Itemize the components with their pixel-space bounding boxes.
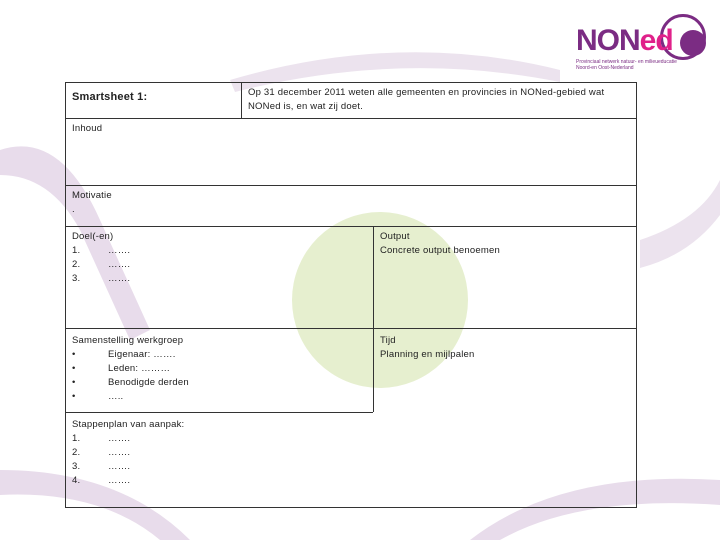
output-cell (374, 227, 636, 328)
list-item (72, 258, 367, 272)
list-number: 2. (72, 447, 81, 458)
list-item (72, 362, 367, 376)
inhoud-cell (66, 119, 636, 185)
werkgroep-cell (66, 331, 373, 412)
noned-logo (574, 10, 714, 80)
list-item (72, 390, 367, 404)
smartsheet-title: Smartsheet 1: (72, 91, 148, 103)
list-text: Eigenaar: ……. (108, 349, 176, 360)
list-number: 1. (72, 245, 81, 256)
doel-label: Doel(-en) (72, 231, 114, 242)
motivatie-text: . (72, 204, 75, 215)
logo-tagline: Provinciaal netwerk natuur- en milieueducatie Noord-en Oost-Nederland (576, 59, 677, 71)
list-item (72, 432, 630, 446)
list-number: 2. (72, 259, 81, 270)
doel-cell (66, 227, 373, 328)
stappenplan-label: Stappenplan van aanpak: (72, 419, 185, 430)
stappenplan-cell (66, 415, 636, 507)
list-text: ……. (108, 245, 131, 256)
statement-text: Op 31 december 2011 weten alle gemeenten en provincies in NONed-gebied wat NONed is, en wat zij doet. (248, 87, 605, 112)
list-text: ……. (108, 259, 131, 270)
list-text: ……. (108, 461, 131, 472)
tijd-label: Tijd (380, 335, 396, 346)
bullet-icon: • (72, 391, 76, 402)
bullet-icon: • (72, 363, 76, 374)
list-item (72, 348, 367, 362)
list-text: ……. (108, 447, 131, 458)
list-item (72, 244, 367, 258)
divider (66, 412, 373, 413)
list-number: 3. (72, 273, 81, 284)
bullet-icon: • (72, 377, 76, 388)
list-number: 3. (72, 461, 81, 472)
list-text: ……. (108, 273, 131, 284)
logo-wordmark (576, 24, 673, 58)
list-item (72, 460, 630, 474)
divider (66, 328, 636, 329)
list-item (72, 474, 630, 488)
werkgroep-label: Samenstelling werkgroep (72, 335, 184, 346)
tijd-cell (374, 331, 636, 412)
list-item (72, 272, 367, 286)
purple-arc-right-decoration (640, 180, 720, 268)
list-text: Benodigde derden (108, 377, 189, 388)
smartsheet-grid (65, 82, 637, 508)
logo-dot-icon (680, 30, 706, 56)
output-text: Concrete output benoemen (380, 245, 500, 256)
list-item (72, 376, 367, 390)
logo-word-no: NON (576, 24, 640, 57)
motivatie-cell (66, 186, 636, 226)
inhoud-label: Inhoud (72, 123, 103, 134)
output-label: Output (380, 231, 410, 242)
list-text: ……. (108, 475, 131, 486)
list-number: 1. (72, 433, 81, 444)
tijd-text: Planning en mijlpalen (380, 349, 475, 360)
motivatie-label: Motivatie (72, 190, 112, 201)
list-number: 4. (72, 475, 81, 486)
statement-cell (242, 83, 636, 118)
list-text: Leden: ……… (108, 363, 171, 374)
smartsheet-title-cell (66, 85, 241, 118)
logo-word-ed: ed (639, 24, 673, 57)
bullet-icon: • (72, 349, 76, 360)
list-item (72, 446, 630, 460)
list-text: ….. (108, 391, 124, 402)
list-text: ……. (108, 433, 131, 444)
